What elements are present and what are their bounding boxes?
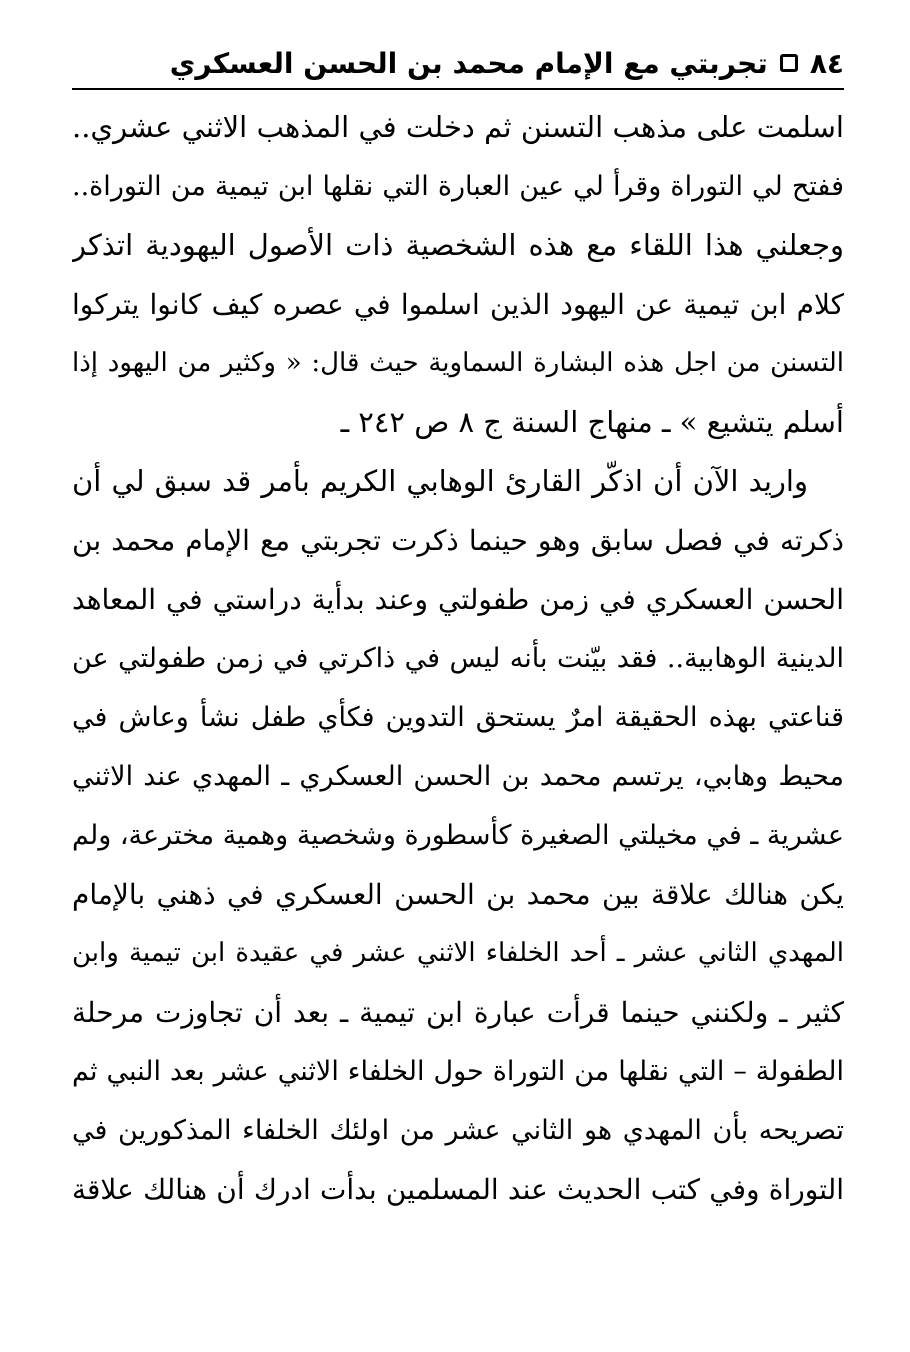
page-number: ٨٤ bbox=[809, 46, 844, 80]
running-title: تجربتي مع الإمام محمد بن الحسن العسكري bbox=[169, 46, 768, 80]
text-line: قناعتي بهذه الحقيقة امرٌ يستحق التدوين فكأي طفل نشأ وعاش في bbox=[72, 702, 844, 733]
text-line: ذكرته في فصل سابق وهو حينما ذكرت تجربتي مع الإمام محمد بن bbox=[72, 524, 844, 557]
text-line: ففتح لي التوراة وقرأ لي عين العبارة التي نقلها ابن تيمية من التوراة.. bbox=[72, 171, 844, 202]
text-line: وجعلني هذا اللقاء مع هذه الشخصية ذات الأصول اليهودية اتذكر bbox=[72, 228, 844, 262]
text-line: كلام ابن تيمية عن اليهود الذين اسلموا في عصره كيف كانوا يتركوا bbox=[72, 288, 844, 321]
text-line: الطفولة – التي نقلها من التوراة حول الخلفاء الاثني عشر بعد النبي ثم bbox=[72, 1056, 844, 1087]
text-line: الدينية الوهابية.. فقد بيّنت بأنه ليس في ذاكرتي في زمن طفولتي عن bbox=[72, 643, 844, 674]
text-line: تصريحه بأن المهدي هو الثاني عشر من اولئك الخلفاء المذكورين في bbox=[72, 1115, 844, 1146]
text-line: المهدي الثاني عشر ـ أحد الخلفاء الاثني عشر في عقيدة ابن تيمية وابن bbox=[72, 938, 844, 968]
text-line: عشرية ـ في مخيلتي الصغيرة كأسطورة وشخصية وهمية مخترعة، ولم bbox=[72, 820, 844, 851]
text-line: يكن هنالك علاقة بين محمد بن الحسن العسكري في ذهني بالإمام bbox=[72, 878, 844, 911]
text-line: محيط وهابي، يرتسم محمد بن الحسن العسكري ـ المهدي عند الاثني bbox=[72, 761, 844, 792]
paragraph-1 bbox=[72, 98, 844, 452]
text-line: واريد الآن أن اذكّر القارئ الوهابي الكريم بأمر قد سبق لي أن bbox=[72, 464, 808, 498]
header-rule bbox=[72, 88, 844, 90]
paragraph-2 bbox=[72, 452, 844, 1219]
text-line: أسلم يتشيع » ـ منهاج السنة ج ٨ ص ٢٤٢ ـ bbox=[340, 405, 844, 439]
text-line: كثير ـ ولكنني حينما قرأت عبارة ابن تيمية ـ بعد أن تجاوزت مرحلة bbox=[72, 996, 844, 1029]
text-line: التسنن من اجل هذه البشارة السماوية حيث قال: « وكثير من اليهود إذا bbox=[72, 348, 844, 378]
page-header bbox=[72, 40, 844, 86]
text-line: اسلمت على مذهب التسنن ثم دخلت في المذهب الاثني عشري.. bbox=[72, 110, 844, 144]
text-line: التوراة وفي كتب الحديث عند المسلمين بدأت ادرك أن هنالك علاقة bbox=[72, 1173, 844, 1206]
square-box-icon bbox=[780, 54, 798, 72]
body-text bbox=[72, 98, 844, 1219]
text-line: الحسن العسكري في زمن طفولتي وعند بدأية دراستي في المعاهد bbox=[72, 583, 844, 616]
